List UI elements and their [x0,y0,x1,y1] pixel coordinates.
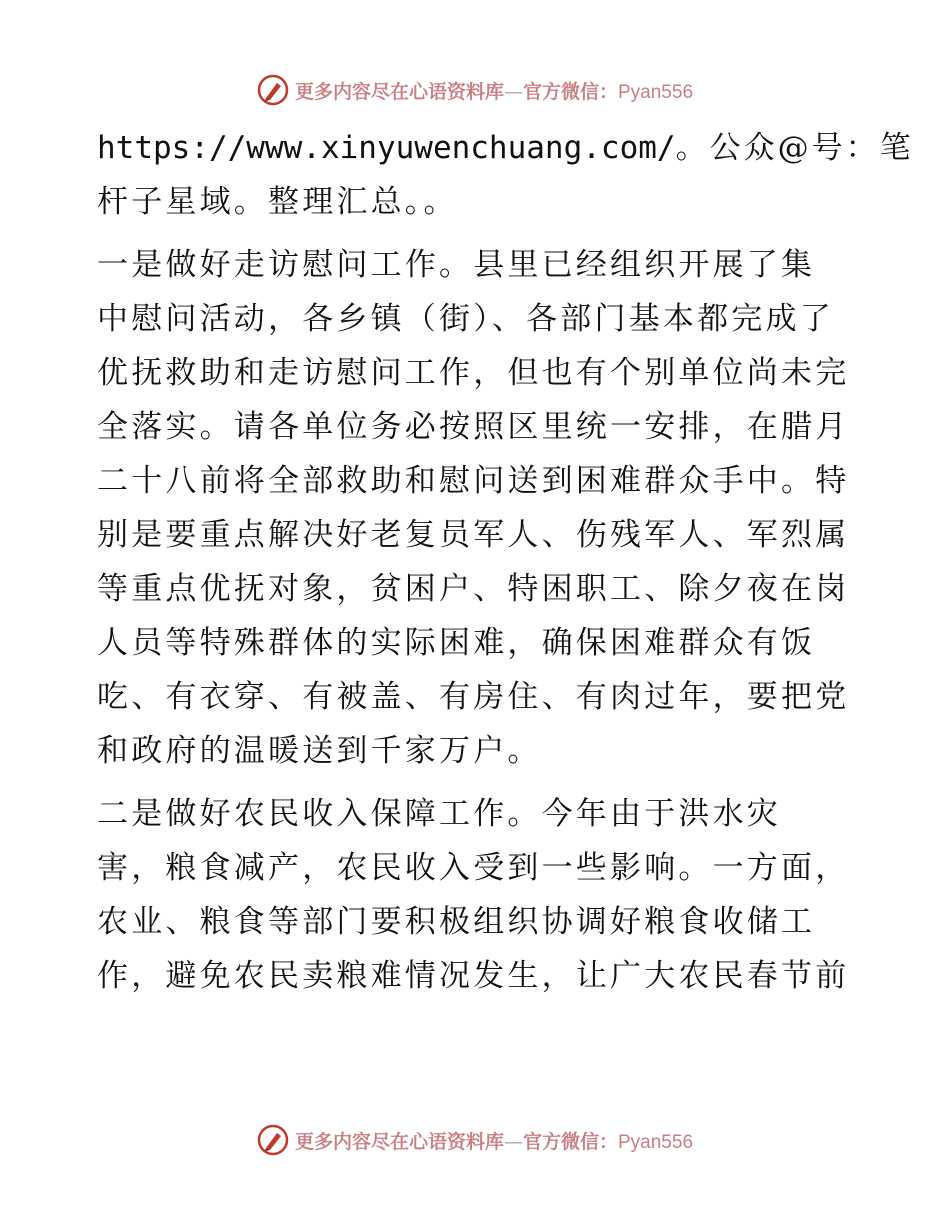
paragraph-line: 优抚救助和走访慰问工作，但也有个别单位尚未完 [97,355,850,391]
intro-line-1-rest: 。公众@号：笔 [675,130,914,166]
paragraph-line: 一是做好走访慰问工作。县里已经组织开展了集 [97,247,816,283]
document-body [97,121,914,1003]
paragraph-2 [97,787,857,1003]
paragraph-line: 全落实。请各单位务必按照区里统一安排，在腊月 [97,409,850,445]
pen-logo-icon [257,74,289,106]
header-watermark-text: 更多内容尽在心语资料库—官方微信：Pyan556 [294,80,694,103]
paragraph-line: 中慰问活动，各乡镇（街）、各部门基本都完成了 [97,301,834,337]
footer-watermark-banner [0,1120,950,1160]
footer-watermark-text: 更多内容尽在心语资料库—官方微信：Pyan556 [294,1130,694,1153]
paragraph-line: 别是要重点解决好老复员军人、伤残军人、军烈属 [97,517,850,553]
header-watermark-banner [0,70,950,110]
paragraph-line: 等重点优抚对象，贫困户、特困职工、除夕夜在岗 [97,571,850,607]
header-wechat-handle: Pyan556 [618,81,694,103]
paragraph-line: 二是做好农民收入保障工作。今年由于洪水灾 [97,796,781,832]
intro-line-1 [97,121,914,175]
paragraph-1 [97,238,857,778]
paragraph-line: 人员等特殊群体的实际困难，确保困难群众有饭 [97,625,816,661]
paragraph-line: 吃、有衣穿、有被盖、有房住、有肉过年，要把党 [97,679,850,715]
footer-wechat-handle: Pyan556 [618,1131,694,1153]
paragraph-line: 作，避免农民卖粮难情况发生，让广大农民春节前 [97,958,850,994]
pen-logo-icon [257,1124,289,1156]
paragraph-line: 和政府的温暖送到千家万户。 [97,733,542,769]
footer-watermark-group [257,1124,693,1156]
paragraph-line: 二十八前将全部救助和慰问送到困难群众手中。特 [97,463,850,499]
source-url: https://www.xinyuwenchuang.com/ [97,130,676,166]
intro-line-2: 杆子星域。整理汇总。。 [97,184,458,220]
paragraph-line: 害，粮食减产，农民收入受到一些影响。一方面， [97,850,850,886]
header-watermark-group [257,74,693,106]
paragraph-line: 农业、粮食等部门要积极组织协调好粮食收储工 [97,904,816,940]
